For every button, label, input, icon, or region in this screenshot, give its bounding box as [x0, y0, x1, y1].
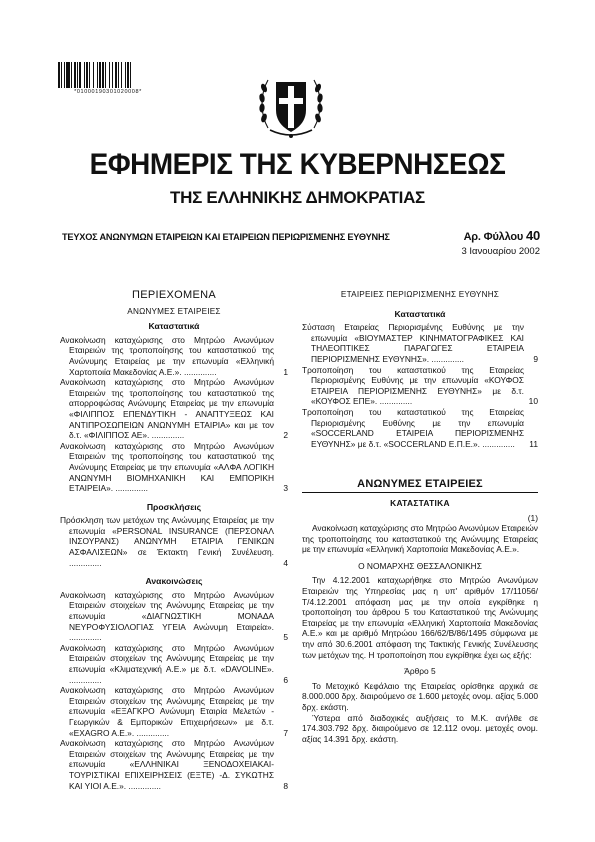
contents-entry-page: 4	[283, 557, 288, 568]
article-heading: Άρθρο 5	[404, 666, 436, 677]
contents-entry-page: 1	[283, 366, 288, 377]
gazette-subtitle: ΤΗΣ ΕΛΛΗΝΙΚΗΣ ΔΗΜΟΚΡΑΤΙΑΣ	[170, 188, 425, 207]
contents-anakoinoseis-heading: Ανακοινώσεις	[145, 576, 203, 587]
contents-entry-page: 10	[528, 396, 538, 407]
contents-entry-text: Ανακοίνωση καταχώρισης στο Μητρώο Ανωνύμων Εταιρειών της τροποποίησης του καταστατικού της απορροφώσας Ανώνυμης Εταιρείας με την επωνυμία «ΦΙΛΙΠΠΟΣ ΕΠΕΝΔΥΤΙΚΗ - ΑΝΑΠΤΥΞΕΩΣ ΚΑΙ ΑΝΤΙΠΡΟΣΩΠΕΙΩΝ ΑΝΩΝΥΜΗ ΕΤΑΙΡΙΑ» και με τον δ.τ. «ΦΙΛΙΠΠΟΣ ΑΕ». ..............	[60, 377, 274, 441]
contents-entry	[302, 322, 538, 364]
contents-entry-text: Ανακοίνωση καταχώρισης στο Μητρώο Ανωνύμων Εταιρειών στοιχείων της Ανώνυμης Εταιρείας με την επωνυμία «ΔΙΑΓΝΩΣΤΙΚΗ ΜΟΝΑΔΑ ΝΕΥΡΟΦΥΣΙΟΛΟΓΙΑΣ ΥΓΕΙΑ Ανώνυμη Εταιρεία». ..............	[60, 589, 274, 643]
contents-list	[302, 322, 538, 449]
contents-entry	[60, 643, 288, 685]
contents-entry	[302, 407, 538, 449]
contents-entry	[60, 335, 288, 377]
authority: Ο ΝΟΜΑΡΧΗΣ ΘΕΣΣΑΛΟΝΙΚΗΣ	[358, 560, 482, 571]
contents-list	[60, 515, 288, 568]
series-name: ΤΕΥΧΟΣ ΑΝΩΝΥΜΩΝ ΕΤΑΙΡΕΙΩΝ ΚΑΙ ΕΤΑΙΡΕΙΩΝ ΠΕΡΙΩΡΙΣΜΕΝΗΣ ΕΥΘΥΝΗΣ	[62, 232, 390, 242]
contents-entry-page: 6	[283, 674, 288, 685]
series-line	[62, 228, 540, 243]
notice-paragraph-2: Το Μετοχικό Κεφάλαιο της Εταιρείας ορίσθηκε αρχικά σε 8.000.000 δρχ. διαιρούμενο σε 1.600 μετοχές ονομ. αξίας 5.000 δρχ. εκάστη.	[302, 680, 538, 712]
body-subsection-heading: ΚΑΤΑΣΤΑΤΙΚΑ	[390, 497, 450, 508]
contents-entry-text: Πρόσκληση των μετόχων της Ανώνυμης Εταιρείας με την επωνυμία «PERSONAL INSURANCE (ΠΕΡΣΟΝΑΛ ΙΝΣΟΥΡΑΝΣ) ΑΝΩΝΥΜΗ ΕΤΑΙΡΙΑ ΓΕΝΙΚΩΝ ΑΣΦΑΛΙΣΕΩΝ» σε Έκτακτη Γενική Συνέλευση. ..............	[60, 515, 274, 568]
notice-paragraph-3: Ύστερα από διαδοχικές αυξήσεις το Μ.Κ. ανήλθε σε 174.303.792 δρχ. διαιρούμενο σε 12.112 ονομ. μετοχές ονομ. αξίας 14.391 δρχ. εκάστη.	[302, 712, 538, 744]
contents-entry	[60, 590, 288, 643]
right-column	[302, 288, 538, 744]
contents-entry-text: Ανακοίνωση καταχώρισης στο Μητρώο Ανωνύμων Εταιρειών στοιχείων της Ανώνυμης Εταιρείας με την επωνυμία «Κλιματεχνική Α.Ε.» με δ.τ. «DAVOLINE». ..............	[60, 642, 274, 685]
barcode	[58, 62, 158, 95]
barcode-bar	[131, 62, 133, 88]
barcode-number: *01000190301020008*	[74, 89, 142, 95]
contents-section-ae: ΑΝΩΝΥΜΕΣ ΕΤΑΙΡΕΙΕΣ	[127, 306, 221, 316]
contents-entry-text: Τροποποίηση του καταστατικού της Εταιρείας Περιορισμένης Ευθύνης με την επωνυμία «SOCCERLAND ΕΤΑΙΡΕΙΑ ΠΕΡΙΟΡΙΣΜΕΝΗΣ ΕΥΘΥΝΗΣ» με δ.τ. «SOCCERLAND Ε.Π.Ε.». ..............	[302, 406, 524, 449]
contents-entry-text: Ανακοίνωση καταχώρισης στο Μητρώο Ανωνύμων Εταιρειών στοιχείων της Ανώνυμης Εταιρείας με την επωνυμία «ΕΛΛΗΝΙΚΑΙ ΞΕΝΟΔΟΧΕΙΑΚΑΙ-ΤΟΥΡΙΣΤΙΚΑΙ ΕΠΙΧΕΙΡΗΣΕΙΣ (ΕΞΤΕ) -Δ. ΣΥΚΩΤΗΣ ΚΑΙ ΥΙΟΙ Α.Ε.». ..............	[60, 738, 274, 791]
contents-title: ΠΕΡΙΕΧΟΜΕΝΑ	[132, 289, 216, 301]
contents-katastatika-heading: Καταστατικά	[148, 321, 200, 332]
barcode-bars	[58, 62, 158, 88]
contents-entry-text: Σύσταση Εταιρείας Περιορισμένης Ευθύνης με την επωνυμία «ΒΙΟΥΜΑΣΤΕΡ ΚΙΝΗΜΑΤΟΓΡΑΦΙΚΕΣ ΚΑΙ ΤΗΛΕΟΠΤΙΚΕΣ ΠΑΡΑΓΩΓΕΣ ΕΤΑΙΡΕΙΑ ΠΕΡΙΟΡΙΣΜΕΝΗΣ ΕΥΘΥΝΗΣ». ..............	[302, 322, 524, 364]
contents-entry-page: 3	[283, 483, 288, 494]
sheet-number	[464, 228, 540, 243]
contents-entry-page: 8	[283, 780, 288, 791]
contents-entry	[60, 377, 288, 441]
notice-paragraph-1: Την 4.12.2001 καταχωρήθηκε στο Μητρώο Ανωνύμων Εταιρειών της Υπηρεσίας μας η υπ' αριθμόν 17/11056/Τ/4.12.2001 απόφαση μας με την οποία εγκρίθηκε η τροποποίηση του άρθρου 5 του Καταστατικού της Ανώνυμης Εταιρείας με την επωνυμία «Ελληνική Χαρτοποιία Μακεδονίας Α.Ε.» και με αριθμό Μητρώου 166/62/Β/86/1495 σύμφωνα με την από 30.6.2001 απόφαση της Τακτικής Γενικής Συνέλευσης των μετόχων της. Η τροποποίηση που εγκρίθηκε έχει ως εξής:	[302, 575, 538, 660]
contents-entry-text: Ανακοίνωση καταχώρισης στο Μητρώο Ανωνύμων Εταιρειών στοιχείων της Ανώνυμης Εταιρείας με την επωνυμία «ΕΞΑΓΚΡΟ Ανώνυμη Εταιρία Μελετών - Γεωργικών & Εμπορικών Επιχειρήσεων» με δ.τ. «EXAGRO A.E.». ..............	[60, 685, 274, 738]
contents-section-epe: ΕΤΑΙΡΕΙΕΣ ΠΕΡΙΩΡΙΣΜΕΝΗΣ ΕΥΘΥΝΗΣ	[340, 290, 500, 299]
contents-entry-page: 9	[533, 353, 538, 364]
notice-title: Ανακοίνωση καταχώρισης στο Μητρώο Ανωνύμων Εταιρειών της τροποποίησης του καταστατικού της Ανώνυμης Εταιρείας με την επωνυμία «Ελληνική Χαρτοποιία Μακεδονίας Α.Ε.».	[302, 523, 538, 555]
contents-entry-page: 11	[529, 438, 538, 449]
contents-entry	[60, 441, 288, 494]
contents-entry-text: Τροποποίηση του καταστατικού της Εταιρείας Περιορισμένης Ευθύνης με την επωνυμία «ΚΟΥΦΟΣ ΕΤΑΙΡΕΙΑ ΠΕΡΙΟΡΙΣΜΕΝΗΣ ΕΥΘΥΝΗΣ» με δ.τ. «ΚΟΥΦΟΣ ΕΠΕ». ..............	[302, 364, 524, 407]
contents-epe-katastatika-heading: Καταστατικά	[394, 308, 446, 319]
gazette-title: ΕΦΗΜΕΡΙΣ ΤΗΣ ΚΥΒΕΡΝΗΣΕΩΣ	[89, 148, 506, 181]
sheet-label: Αρ. Φύλλου	[463, 231, 524, 243]
contents-entry-page: 5	[283, 632, 288, 643]
contents-list	[60, 335, 288, 494]
contents-entry	[302, 365, 538, 407]
notice-number: (1)	[527, 512, 538, 523]
body-section-heading: ΑΝΩΝΥΜΕΣ ΕΤΑΙΡΕΙΕΣ	[357, 478, 483, 491]
section-rule	[302, 492, 538, 493]
contents-entry-page: 2	[283, 430, 288, 441]
contents-entry-page: 7	[283, 727, 288, 738]
contents-entry	[60, 515, 288, 568]
contents-entry	[60, 738, 288, 791]
contents-list	[60, 590, 288, 791]
issue-date: 3 Ιανουαρίου 2002	[461, 246, 540, 257]
contents-proskliseis-heading: Προσκλήσεις	[146, 501, 202, 512]
sheet-number-value: 40	[525, 228, 540, 243]
contents-left-column	[60, 288, 288, 791]
contents-entry	[60, 685, 288, 738]
coat-of-arms-emblem	[258, 66, 324, 142]
contents-entry-text: Ανακοίνωση καταχώρισης στο Μητρώο Ανωνύμων Εταιρειών της τροποποίησης του καταστατικού της Ανώνυμης Εταιρείας με την επωνυμία «Ελληνική Χαρτοποιία Μακεδονίας Α.Ε.». ..............	[60, 334, 274, 377]
contents-entry-text: Ανακοίνωση καταχώρισης στο Μητρώο Ανωνύμων Εταιρειών της τροποποίησης του καταστατικού της Ανώνυμης Εταιρείας με την επωνυμία «ΑΛΦΑ ΛΟΓΙΚΗ ΑΝΩΝΥΜΗ ΒΙΟΜΗΧΑΝΙΚΗ ΚΑΙ ΕΜΠΟΡΙΚΗ ΕΤΑΙΡΕΙΑ». ..............	[60, 440, 274, 494]
